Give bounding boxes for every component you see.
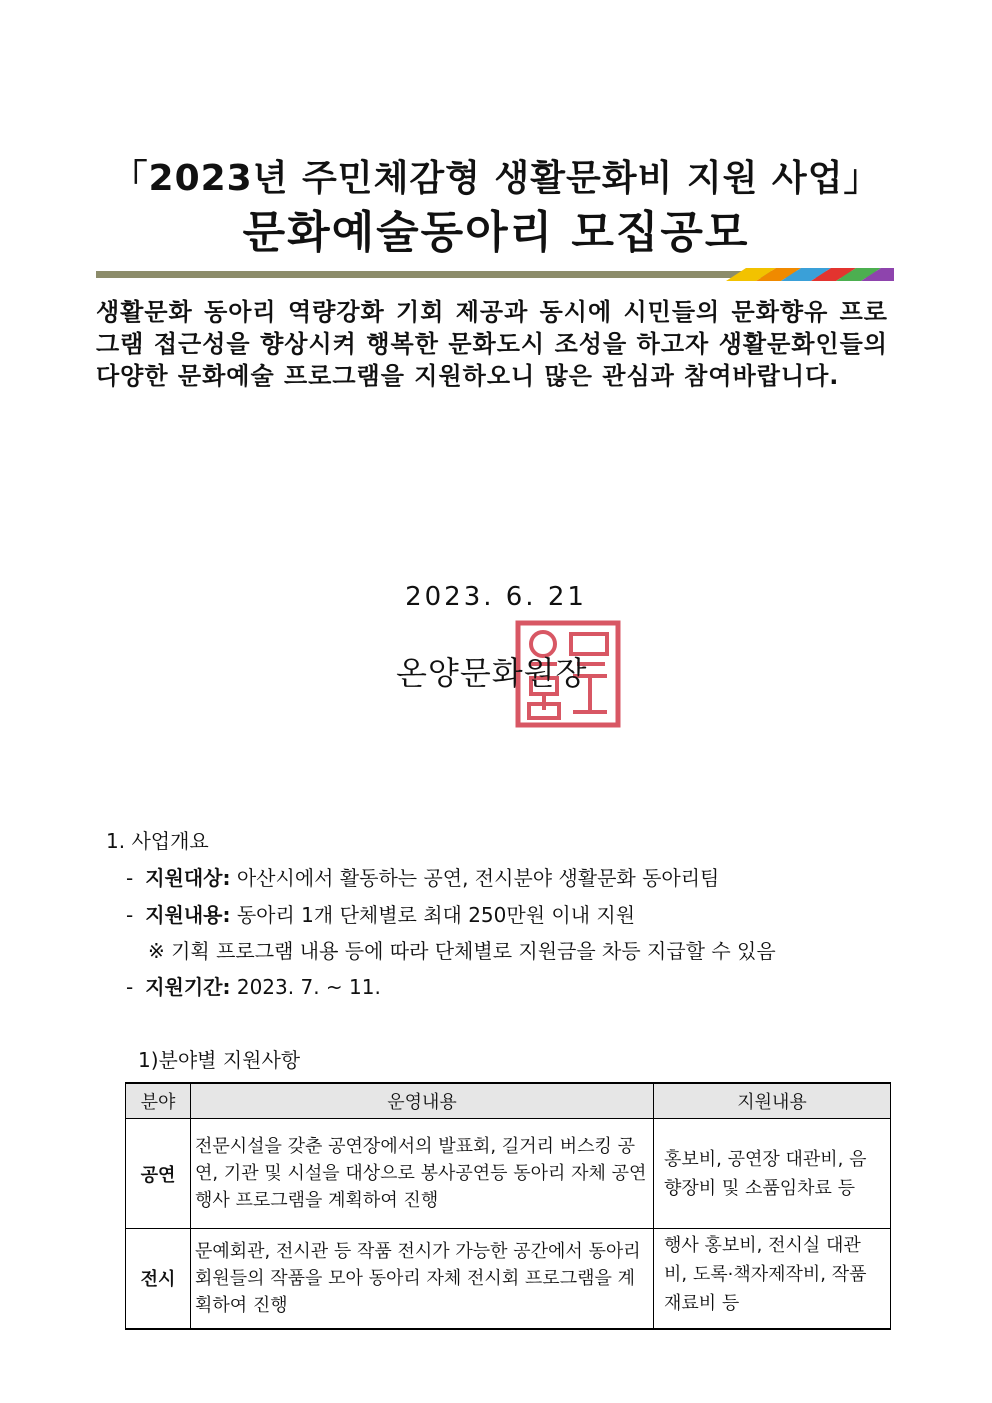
- title-divider: [96, 268, 894, 281]
- bullet-support: - 지원내용: 동아리 1개 단체별로 최대 250만원 이내 지원: [126, 903, 636, 927]
- table-row: [126, 1229, 891, 1329]
- row-field: 공연: [126, 1119, 191, 1229]
- intro-paragraph: 생활문화 동아리 역량강화 기회 제공과 동시에 시민들의 문화향유 프로그램 접근성을 향상시켜 행복한 문화도시 조성을 하고자 생활문화인들의 다양한 문화예술 프로그램을 지원하오니 많은 관심과 참여바랍니다.: [96, 298, 888, 390]
- row-support: 행사 홍보비, 전시실 대관비, 도록·책자제작비, 작품 재료비 등: [654, 1229, 891, 1329]
- support-table: [125, 1082, 891, 1330]
- bullet-period: - 지원기간: 2023. 7. ~ 11.: [126, 975, 381, 999]
- header-operation: 운영내용: [191, 1083, 654, 1119]
- header-field: 분야: [126, 1083, 191, 1119]
- header-support: 지원내용: [654, 1083, 891, 1119]
- document-title-line2: 문화예술동아리 모집공모: [242, 207, 750, 258]
- row-support: 홍보비, 공연장 대관비, 음향장비 및 소품임차료 등: [654, 1119, 891, 1229]
- subsection-heading: 1)분야별 지원사항: [138, 1048, 301, 1072]
- table-row: [126, 1119, 891, 1229]
- row-field: 전시: [126, 1229, 191, 1329]
- row-operation: 전문시설을 갖춘 공연장에서의 발표회, 길거리 버스킹 공연, 기관 및 시설을 대상으로 봉사공연등 동아리 자체 공연 행사 프로그램을 계획하여 진행: [191, 1119, 654, 1229]
- organization-name: 온양문화원장: [396, 654, 588, 692]
- section-heading: 1. 사업개요: [106, 829, 209, 853]
- row-operation: 문예회관, 전시관 등 작품 전시가 가능한 공간에서 동아리 회원들의 작품을 모아 동아리 자체 전시회 프로그램을 계획하여 진행: [191, 1229, 654, 1329]
- bullet-target: - 지원대상: 아산시에서 활동하는 공연, 전시분야 생활문화 동아리팀: [126, 866, 720, 890]
- issue-date: 2023. 6. 21: [405, 582, 587, 612]
- bullet-note: ※ 기획 프로그램 내용 등에 따라 단체별로 지원금을 차등 지급할 수 있음: [148, 939, 776, 963]
- table-header-row: [126, 1083, 891, 1119]
- document-title-line1: 「2023년 주민체감형 생활문화비 지원 사업」: [111, 158, 881, 199]
